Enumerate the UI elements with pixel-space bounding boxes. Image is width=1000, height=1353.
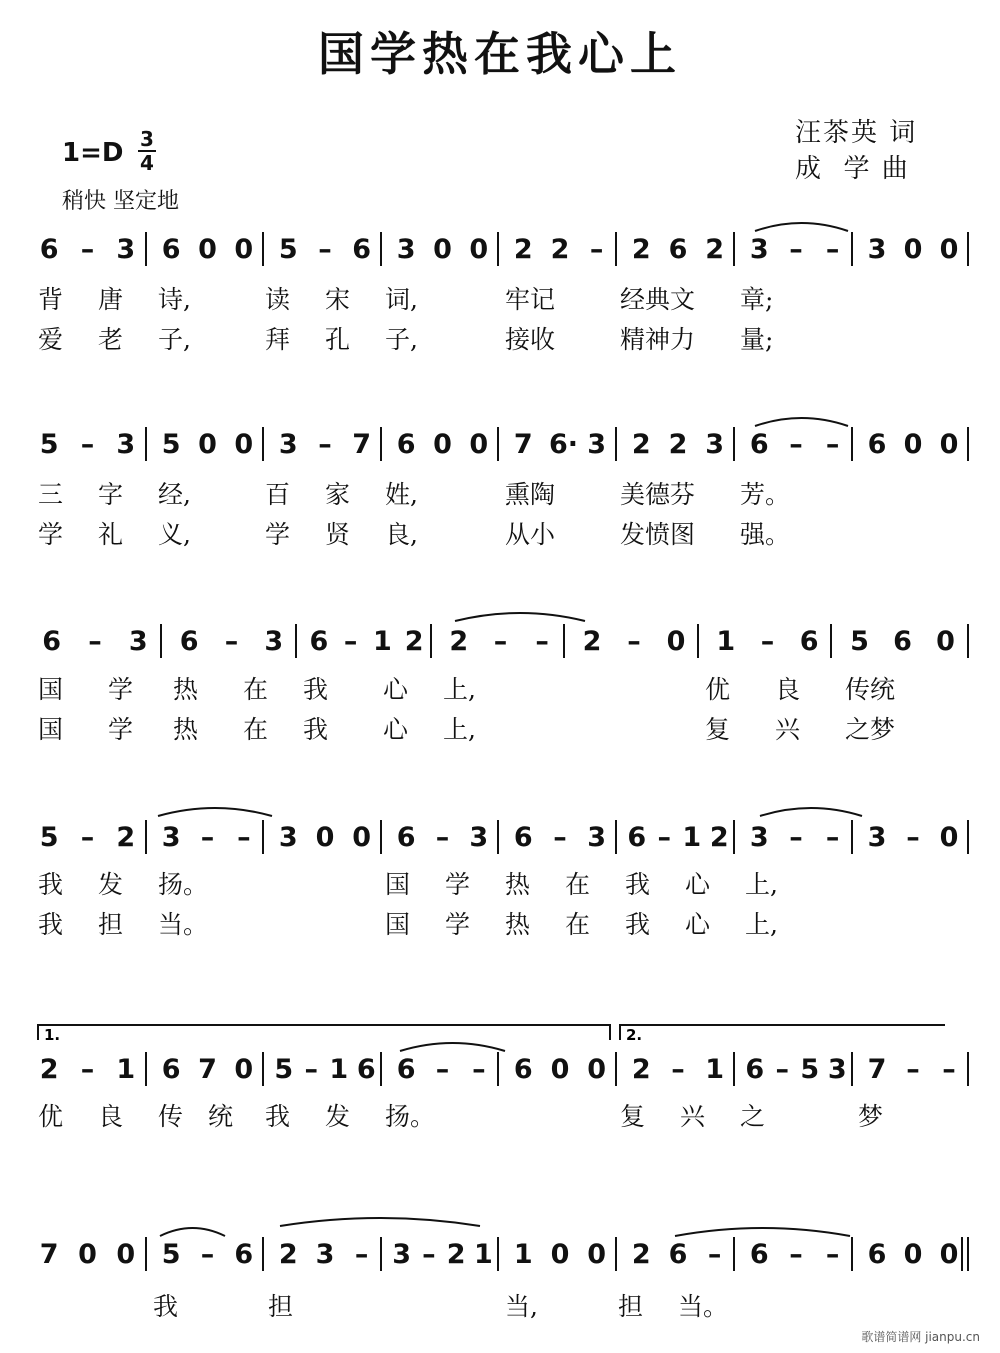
note: – [825, 429, 840, 460]
note: 0 [550, 1239, 570, 1270]
note: – [906, 822, 920, 853]
note: 0 [939, 234, 959, 265]
note: – [200, 1239, 215, 1270]
tie-arc [400, 1043, 505, 1051]
note: 2 [550, 234, 570, 265]
note: – [760, 626, 775, 657]
note: 3 [128, 626, 148, 657]
lyric-syllable: 扬。 [158, 870, 209, 899]
lyric-syllable: 唐 [98, 285, 124, 314]
note: 2 [631, 1239, 651, 1270]
lyric-syllable: 我 [38, 870, 64, 899]
note: 2 [116, 822, 136, 853]
note: – [422, 1239, 436, 1270]
lyric-syllable: 宋 [325, 285, 351, 314]
note: – [200, 822, 215, 853]
note: 3 [827, 1054, 847, 1085]
lyric-syllable: 诗, [158, 285, 191, 314]
note: – [942, 1054, 956, 1085]
lyric-syllable: 子, [385, 325, 418, 354]
note: 5 [274, 1054, 294, 1085]
note: 0 [433, 429, 452, 460]
note: – [671, 1054, 685, 1085]
lyric-syllable: 扬。 [385, 1102, 436, 1131]
note: – [589, 234, 604, 265]
tie-arc [760, 808, 862, 816]
note: 2 [582, 626, 602, 657]
note: 6 [749, 429, 769, 460]
lyric-syllable: 我 [38, 910, 64, 939]
note: 0 [433, 234, 452, 265]
lyric-syllable: 爱 [38, 325, 64, 354]
lyric-syllable: 当, [505, 1292, 538, 1321]
lyric-syllable: 我 [265, 1102, 291, 1131]
lyric-syllable: 优 [705, 675, 731, 704]
note: 3 [315, 1239, 335, 1270]
note: 3 [116, 429, 136, 460]
note: – [237, 822, 251, 853]
volta-bracket-1 [38, 1025, 610, 1040]
lyric-syllable: 读 [265, 285, 291, 314]
note: 1 [705, 1054, 725, 1085]
lyric-syllable: 良 [98, 1102, 124, 1131]
note: 6 [867, 1239, 887, 1270]
lyric-syllable: 热 [173, 675, 199, 704]
note: 2 [39, 1054, 59, 1085]
note: 3 [587, 429, 607, 460]
lyric-syllable: 良, [385, 520, 418, 549]
note: 5 [161, 429, 181, 460]
note: 6 [396, 429, 416, 460]
note: 3 [278, 822, 298, 853]
lyric-syllable: 熏陶 [505, 480, 556, 509]
note: – [80, 822, 95, 853]
lyric-syllable: 担 [98, 910, 124, 939]
lyric-syllable: 学 [265, 520, 291, 549]
lyric-syllable: 国 [38, 675, 64, 704]
note: 6 [161, 234, 181, 265]
note: 3 [264, 626, 284, 657]
key-signature: 1=D [62, 138, 124, 168]
note: 6 [867, 429, 887, 460]
note: 0 [903, 1239, 923, 1270]
note: – [789, 1239, 803, 1270]
lyric-syllable: 美德芬 [620, 480, 696, 509]
lyric-syllable: 传 [158, 1102, 184, 1131]
note: 6 [396, 822, 416, 853]
lyric-syllable: 当。 [678, 1292, 729, 1321]
note: 3 [867, 822, 887, 853]
note: – [707, 1239, 722, 1270]
note: 0 [550, 1054, 570, 1085]
note: 5 [800, 1054, 820, 1085]
note: 2 [446, 1239, 466, 1270]
note: 6 [39, 234, 59, 265]
lyric-syllable: 国 [38, 715, 64, 744]
lyric-syllable: 梦 [858, 1102, 884, 1131]
note: 6 [893, 626, 912, 657]
note: – [88, 626, 102, 657]
note: 3 [705, 429, 725, 460]
note: 0 [587, 1239, 607, 1270]
lyric-syllable: 当。 [158, 910, 209, 939]
note: – [472, 1054, 486, 1085]
lyric-syllable: 贤 [325, 520, 351, 549]
note: 0 [234, 1054, 254, 1085]
note: 7 [39, 1239, 59, 1270]
note: 1 [329, 1054, 349, 1085]
note: – [789, 234, 803, 265]
final-double-barline [962, 1237, 968, 1271]
lyric-syllable: 心 [383, 715, 409, 744]
note: – [535, 626, 549, 657]
note: 0 [939, 1239, 959, 1270]
volta-label-1: 1. [44, 1026, 61, 1044]
note: 1 [682, 822, 702, 853]
volta-bracket-2 [620, 1025, 945, 1040]
lyric-syllable: 强。 [740, 520, 791, 549]
note: 6· [549, 429, 579, 460]
lyric-syllable: 心 [685, 870, 711, 899]
lyric-syllable: 量; [740, 325, 774, 354]
note: 1 [473, 1239, 493, 1270]
note: 3 [749, 822, 769, 853]
lyric-syllable: 经典文 [620, 285, 696, 314]
note: 2 [631, 1054, 651, 1085]
note: 6 [179, 626, 199, 657]
volta-label-2: 2. [626, 1026, 643, 1044]
lyric-syllable: 我 [625, 910, 651, 939]
note: 0 [903, 429, 923, 460]
lyric-syllable: 学 [108, 675, 134, 704]
lyric-syllable: 上, [443, 715, 476, 744]
lyric-syllable: 热 [173, 715, 199, 744]
lyric-syllable: 我 [303, 675, 329, 704]
lyric-syllable: 字 [98, 480, 124, 509]
lyric-syllable: 上, [443, 675, 476, 704]
lyric-syllable: 义, [158, 520, 191, 549]
note: – [343, 626, 358, 657]
note: 6 [799, 626, 819, 657]
note: 0 [234, 234, 254, 265]
tie-arc [455, 613, 585, 621]
note: 6 [396, 1054, 416, 1085]
note: 3 [161, 822, 181, 853]
lyric-syllable: 从小 [505, 520, 556, 549]
note: – [775, 1054, 789, 1085]
note: 7 [352, 429, 372, 460]
note: – [80, 429, 95, 460]
lyric-syllable: 老 [98, 325, 124, 354]
lyric-syllable: 芳。 [740, 480, 791, 509]
note: 0 [234, 429, 254, 460]
note: – [906, 1054, 920, 1085]
song-title: 国学热在我心上 [318, 27, 682, 81]
note: 1 [513, 1239, 533, 1270]
lyric-syllable: 子, [158, 325, 191, 354]
note: 3 [867, 234, 887, 265]
note: 7 [513, 429, 533, 460]
note: 5 [39, 822, 59, 853]
note: 6 [356, 1054, 376, 1085]
note: – [435, 1054, 450, 1085]
tie-arc [160, 1228, 225, 1236]
note: – [80, 234, 95, 265]
lyric-syllable: 国 [385, 870, 411, 899]
note: 0 [903, 234, 923, 265]
lyric-syllable: 在 [243, 715, 269, 744]
lyric-syllable: 在 [565, 870, 591, 899]
note: 6 [513, 822, 533, 853]
lyric-syllable: 家 [325, 480, 351, 509]
lyric-syllable: 我 [303, 715, 329, 744]
lyric-syllable: 担 [618, 1292, 644, 1321]
note: – [493, 626, 508, 657]
note: – [825, 1239, 840, 1270]
lyric-syllable: 学 [445, 870, 471, 899]
composer-credit: 成 学 曲 [795, 154, 910, 184]
time-bottom: 4 [138, 150, 156, 174]
note: 0 [198, 429, 217, 460]
note: 6 [234, 1239, 254, 1270]
note: – [789, 822, 803, 853]
note: 5 [850, 626, 869, 657]
note: 6 [668, 1239, 688, 1270]
note: 0 [78, 1239, 97, 1270]
time-top: 3 [140, 127, 154, 151]
lyric-syllable: 良 [775, 675, 801, 704]
note: – [789, 429, 803, 460]
lyric-syllable: 接收 [505, 325, 556, 354]
note: 0 [936, 626, 955, 657]
note: 0 [666, 626, 686, 657]
lyric-syllable: 三 [38, 480, 64, 509]
lyricist-credit: 汪茶英 词 [795, 118, 918, 148]
note: 7 [198, 1054, 217, 1085]
note: 6 [161, 1054, 181, 1085]
lyric-syllable: 之梦 [845, 715, 896, 744]
note: – [304, 1054, 318, 1085]
note: 3 [749, 234, 769, 265]
note: 0 [116, 1239, 136, 1270]
note: – [224, 626, 239, 657]
lyric-syllable: 发愤图 [620, 520, 696, 549]
note: 3 [396, 234, 416, 265]
note: 0 [939, 822, 959, 853]
note: 0 [587, 1054, 607, 1085]
lyric-syllable: 复 [620, 1102, 646, 1131]
note: 0 [352, 822, 372, 853]
note: – [825, 822, 840, 853]
note: 2 [705, 234, 725, 265]
lyric-syllable: 优 [38, 1102, 64, 1131]
note: 7 [867, 1054, 887, 1085]
note: 0 [469, 429, 489, 460]
note: 2 [278, 1239, 298, 1270]
note: 5 [161, 1239, 181, 1270]
lyric-syllable: 姓, [385, 480, 418, 509]
lyric-syllable: 兴 [775, 715, 801, 744]
lyric-syllable: 热 [505, 910, 531, 939]
note: 3 [469, 822, 489, 853]
note: – [657, 822, 671, 853]
note: 3 [587, 822, 607, 853]
note: 2 [709, 822, 729, 853]
note: 6 [749, 1239, 769, 1270]
note: 2 [668, 429, 688, 460]
note: – [354, 1239, 369, 1270]
lyric-syllable: 章; [740, 285, 774, 314]
lyric-syllable: 拜 [265, 325, 291, 354]
note: – [825, 234, 840, 265]
note: 2 [513, 234, 533, 265]
lyric-syllable: 背 [38, 285, 64, 314]
lyric-syllable: 在 [243, 675, 269, 704]
lyric-syllable: 国 [385, 910, 411, 939]
note: – [80, 1054, 95, 1085]
note: – [627, 626, 641, 657]
lyric-syllable: 学 [38, 520, 64, 549]
tie-arc [280, 1218, 480, 1226]
note: – [435, 822, 450, 853]
note: 1 [372, 626, 392, 657]
note: 0 [939, 429, 959, 460]
lyric-syllable: 礼 [98, 520, 124, 549]
lyric-syllable: 在 [565, 910, 591, 939]
note: 0 [198, 234, 217, 265]
note: 2 [631, 234, 651, 265]
lyric-syllable: 热 [505, 870, 531, 899]
note: 3 [116, 234, 136, 265]
lyric-syllable: 传统 [845, 675, 896, 704]
note: 6 [745, 1054, 765, 1085]
note: 0 [315, 822, 335, 853]
lyric-syllable: 我 [153, 1292, 179, 1321]
tempo-marking: 稍快 坚定地 [62, 189, 179, 214]
lyric-syllable: 百 [265, 480, 291, 509]
lyric-syllable: 我 [625, 870, 651, 899]
note: 0 [469, 234, 489, 265]
note: 6 [352, 234, 372, 265]
lyric-syllable: 经, [158, 480, 191, 509]
lyric-syllable: 牢记 [505, 285, 556, 314]
lyric-syllable: 词, [385, 285, 418, 314]
tie-arc [755, 418, 848, 426]
lyric-syllable: 学 [108, 715, 134, 744]
lyric-syllable: 上, [745, 910, 778, 939]
note: – [318, 429, 332, 460]
lyric-syllable: 学 [445, 910, 471, 939]
tie-arc [755, 223, 848, 231]
lyric-syllable: 心 [383, 675, 409, 704]
watermark: 歌谱简谱网 jianpu.cn [861, 1330, 980, 1344]
lyric-syllable: 心 [685, 910, 711, 939]
note: – [318, 234, 332, 265]
lyric-syllable: 孔 [325, 325, 351, 354]
note: 6 [309, 626, 329, 657]
lyric-syllable: 复 [705, 715, 731, 744]
lyric-syllable: 担 [268, 1292, 294, 1321]
lyric-syllable: 发 [98, 870, 124, 899]
note: 6 [42, 626, 62, 657]
note: 6 [627, 822, 647, 853]
lyric-syllable: 兴 [680, 1102, 706, 1131]
note: 5 [278, 234, 298, 265]
lyric-syllable: 上, [745, 870, 778, 899]
note: 3 [278, 429, 298, 460]
note: – [553, 822, 567, 853]
note: 6 [513, 1054, 533, 1085]
lyric-syllable: 之 [740, 1102, 766, 1131]
note: 2 [631, 429, 651, 460]
tie-arc [158, 808, 272, 816]
note: 2 [449, 626, 469, 657]
lyric-syllable: 精神力 [620, 325, 696, 354]
note: 1 [716, 626, 736, 657]
note: 6 [668, 234, 688, 265]
note: 2 [404, 626, 424, 657]
note: 5 [39, 429, 59, 460]
lyric-syllable: 发 [325, 1102, 351, 1131]
note: 3 [392, 1239, 412, 1270]
lyric-syllable: 统 [208, 1102, 234, 1131]
tie-arc [675, 1228, 850, 1236]
note: 1 [116, 1054, 136, 1085]
